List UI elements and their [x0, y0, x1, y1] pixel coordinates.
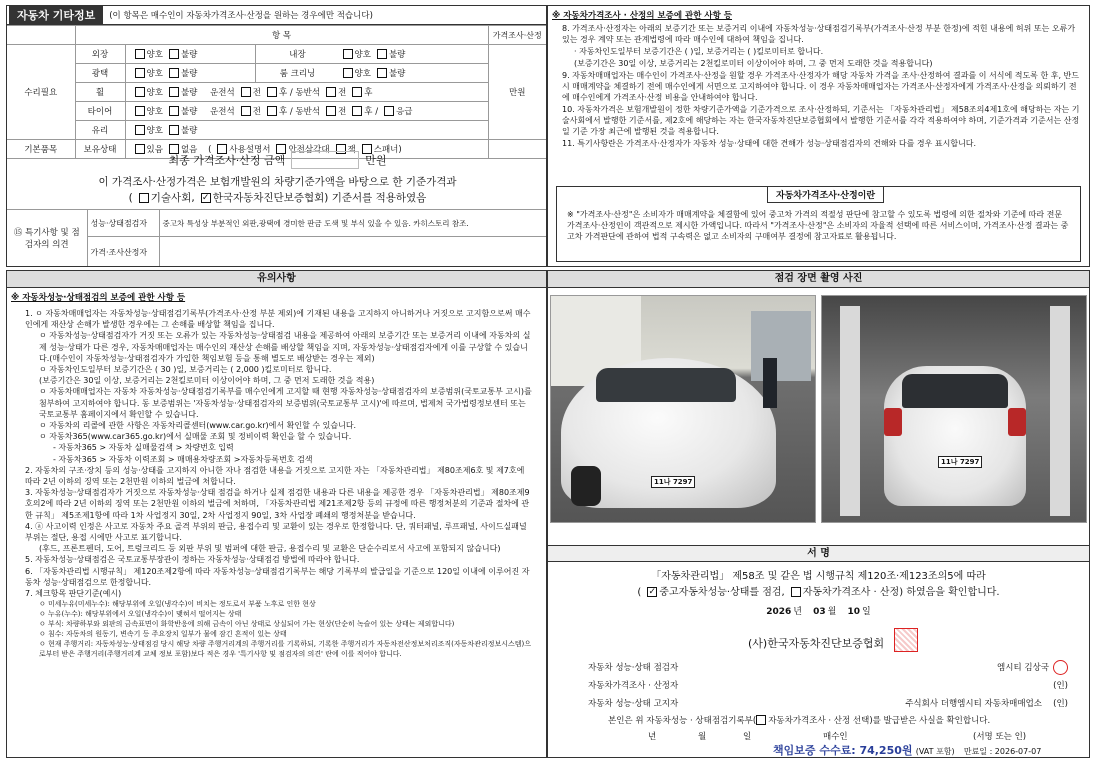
final-price-row: [7, 149, 547, 171]
bad-checkbox[interactable]: [377, 49, 387, 59]
row-label: 광택: [75, 64, 125, 83]
sign-org: (사)한국자동차진단보증협회: [748, 637, 885, 650]
association-checkbox[interactable]: [201, 193, 211, 203]
appraiser-label: 가격·조사산정자: [87, 237, 159, 268]
notes-title: 유의사항: [7, 271, 546, 288]
price-definition-text: ※ "가격조사·산정"은 소비자가 매매계약을 체결함에 있어 중고차 가격의 적절성 판단에 참고할 수 있도록 법령에 의한 절차와 기준에 따라 전문 가격조사·산정인이 객관적으로 제시한 가액입니다. 따라서 "가격조사·산정"은 소비자의 자율적 선택에 따른 서비스이며, 가격조사·산정 결과는 중고차 가격판단에 관하여 법적 구속력은 없고 소비자의 구매여부 결정에 참고자료로 활용됩니다.: [567, 210, 1069, 241]
rear-car-photo: [821, 295, 1087, 523]
list-item: ㅇ 자동차의 리콜에 관한 사항은 자동차리콜센터(www.car.go.kr)에서 확인할 수 있습니다.: [39, 421, 357, 431]
basic-item: 보유상태: [75, 140, 125, 159]
row-label: 외장: [75, 45, 125, 64]
final-price-input[interactable]: [291, 151, 359, 169]
price-warranty-heading: ※ 자동차가격조사 · 산정의 보증에 관한 사항 등: [552, 11, 733, 21]
sign-month: 03: [813, 607, 826, 617]
sign-line-1: 「자동차관리법」 제58조 및 같은 법 시행규칙 제120조·제123조의5에 따라: [651, 571, 986, 582]
signature-section: [547, 562, 1090, 758]
receipt-line: 본인은 위 자동차성능 · 상태점검기록부( 자동차가격조사 · 산정 선택)를 발급받은 사실을 확인합니다.: [608, 716, 991, 726]
notes-heading: ※ 자동차성능·상태점검의 보증에 관한 사항 등: [11, 293, 186, 303]
sign-title: 서 명: [548, 545, 1089, 562]
basic-label: 기본품목: [7, 140, 75, 159]
list-item: 7. 체크항목 판단기준(예시): [25, 589, 122, 599]
final-price-label: 최종 가격조사·산정 금액: [168, 154, 286, 167]
sign-day: 10: [847, 607, 861, 617]
signer-row: 자동차 성능·상태 고지자 주식회사 더행엠시티 자동차매매업소 (인): [588, 699, 1068, 709]
rear-checkbox[interactable]: [267, 87, 277, 97]
section-title: 자동차 기타정보: [9, 5, 103, 25]
sign-line-2: (✓ 중고자동차성능·상태를 점검, 자동차가격조사 · 산정) 하였음을 확인합니다.: [548, 583, 1089, 598]
inspector-stamp-icon: [1053, 660, 1068, 675]
list-item: ㅇ 누유(누수): 해당부위에서 오일(냉각수)이 맺혀서 떨어지는 상태: [39, 610, 242, 619]
repair-label: 수리필요: [7, 45, 75, 140]
appraiser-opinion: [159, 237, 547, 268]
section-note: (이 항목은 매수인이 자동차가격조사·산정을 원하는 경우에만 적습니다): [109, 11, 373, 21]
fee-row: [773, 742, 1041, 758]
price-unit: 만원: [488, 45, 546, 140]
good-checkbox[interactable]: [135, 68, 145, 78]
photos-title: 점검 장면 촬영 사진: [548, 271, 1089, 288]
association-seal-icon: [894, 628, 918, 652]
other-info-header: [7, 6, 546, 25]
repair-table: 항 목 가격조사·산정 수리필요 외장 양호 불량 내장 양호 불량 만원 광택 양호 불량 룸 크리닝 양호 불량 휠 양호 불량 운전석 전 후 / 동반석 전 후 타이어 양호 불량 운전석 전 후 / 동반석 전 후 / 응급 유리 양호 불량 기본품목 보유상태 있음 없음 ( 사용설명서 안전삼각대 잭 스패너): [7, 25, 546, 159]
expiry-date: 만료일 : 2026-07-07: [963, 747, 1042, 756]
buyer-row: 년 월 일 매수인 (서명 또는 인): [648, 732, 1027, 742]
good-checkbox[interactable]: [135, 49, 145, 59]
front-plate: 11나 7297: [651, 476, 695, 488]
list-item: 3. 자동차성능·상태점검자가 거짓으로 자동차성능·상태 점검을 하거나 실제 점검한 내용과 다른 내용을 제공한 경우 「자동차관리법」 제80조제9호의2에 따라 2년 이하의 징역 또는 2천만원 이하의 벌금에 처하며, 「자동차관리법 제21조제2항 등의 규정에 따른 행정처분의 기준과 절차에 관한 규칙」 제5조제1항에 따라 1차 사업정지 30일, 2차 사업정지 90일, 3차 사업장 폐쇄의 행정처분을 받습니다.: [25, 488, 530, 520]
list-item: ㅇ 자동차매매업자는 자동차 자동차성능·상태점검기록부를 매수인에게 고지할 때 현행 자동차성능·상태점검자의 보증범위(국토교통부 고시)를 첨부하여 고지하여야 합니다. 동 보증범위는 '자동차성능·상태점검자의 보증범위(국토교통부 고시)'에 따르며, 법제처 국가법령정보센터 또는 국토교통부 홈페이지에서 확인할 수 있습니다.: [39, 387, 532, 419]
list-item: 9. 자동차매매업자는 매수인이 가격조사·산정을 원할 경우 가격조사·산정자가 해당 자동차 가격을 조사·산정하여 결과를 이 서식에 적도록 한 후, 반드시 매매계약을 체결하기 전에 매수인에게 서면으로 고지하여야 합니다. 이 경우 자동차매매업자는 가격조사·산정자에게 가격조사·산정을 의뢰하기 전에 매수인에게 가격조사·산정 비용을 안내하여야 합니다.: [562, 71, 1079, 102]
list-item: (보증기간은 30일 이상, 보증거리는 2천킬로미터 이상이어야 하며, 그 중 먼저 도래한 것을 적용합니다): [574, 59, 933, 68]
emergency-checkbox[interactable]: [384, 106, 394, 116]
bad-checkbox[interactable]: [169, 125, 179, 135]
appraisal-checkbox[interactable]: [791, 587, 801, 597]
list-item: (후드, 프론트펜더, 도어, 트렁크리드 등 외판 부위 및 범퍼에 대한 판금, 용접수리 및 교환은 단순수리로서 사고에 포함되지 않습니다): [39, 544, 501, 554]
good-checkbox[interactable]: [135, 87, 145, 97]
basis-line-1: 이 가격조사·산정가격은 보험개발원의 차량기준가액을 바탕으로 한 기준가격과: [98, 176, 457, 188]
list-item: ㅇ 자동차365(www.car365.go.kr)에서 실매물 조회 및 정비이력 확인을 할 수 있습니다.: [39, 432, 352, 442]
list-item: 6. 「자동차관리법 시행규칙」 제120조제2항에 따라 자동차성능·상태점검기록부는 해당 기록부의 발급일을 기준으로 120일 이내에 이루어진 자동차 성능·상태점검으로 한정합니다.: [25, 566, 530, 587]
list-item: ㅇ 자동차인도일부터 보증기간은 ( 30 )일, 보증거리는 ( 2,000 )킬로미터로 합니다.: [39, 365, 332, 375]
receipt-appraisal-checkbox[interactable]: [756, 715, 766, 725]
other-info-section: [6, 5, 547, 267]
rear-plate: 11나 7297: [938, 456, 982, 468]
list-item: ㅇ 부식: 차량하부와 외판의 금속표면이 화학반응에 의해 금속이 아닌 상태로 상실되어 가는 현상(단순히 녹슬어 있는 상태는 제외합니다): [39, 620, 455, 629]
price-definition-box: [556, 186, 1081, 262]
fee-amount: 책임보증 수수료: 74,250원: [773, 744, 913, 757]
price-definition-title: 자동차가격조사·산정이란: [767, 186, 884, 203]
list-item: 4. ⓐ 사고이력 인정은 사고로 자동차 주요 골격 부위의 판금, 용접수리 및 교환이 있는 경우로 한정합니다. 단, 쿼터패널, 루프패널, 사이드실패널 부위는 절단, 용접 시에만 사고로 표기합니다.: [25, 521, 527, 543]
list-item: ㅇ 현재 주행거리: 자동차성능·상태점검 당시 해당 차량 주행거리계의 주행거리를 기록하되, 기록한 주행거리가 자동차전산정보처리조직(자동차관리정보시스템)으로부터 받은 주행거리(주행거리계 교체 정보 포함)보다 적은 경우 '특기사항 및 점검자의 의견' 란에 이를 적어야 합니다.: [39, 640, 532, 659]
list-item: ㅇ 미세누유(미세누수): 해당부위에 오일(냉각수)이 비치는 정도로서 부품 노후로 인한 현상: [39, 600, 316, 609]
price-warranty-list: [548, 23, 1089, 149]
list-item: · 자동차인도일부터 보증기간은 ( )일, 보증거리는 ( )킬로미터로 합니다.: [574, 47, 824, 56]
sign-date: 2026 년 03 월 10 일: [766, 607, 871, 617]
list-item: 10. 자동차가격은 보험개발원이 정한 차량기준가액을 기준가격으로 조사·산정하되, 기준서는 「자동차관리법」 제58조의4제1호에 해당하는 자는 기술사회에서 발행한 기준서를, 제2호에 해당하는 자는 한국자동차진단보증협회에서 발행한 기준서를 각각 적용하여야 하며, 기준가격과 기준서는 산정일 기준 가장 최근에 발행된 것을 적용합니다.: [562, 105, 1080, 136]
inspector-label: 성능·상태점검자: [87, 210, 159, 237]
fee-note: (VAT 포함): [915, 747, 955, 756]
good-checkbox[interactable]: [343, 49, 353, 59]
signer-row: 자동차 성능·상태 점검자 엠시티 김상국: [588, 658, 1068, 676]
bad-checkbox[interactable]: [169, 49, 179, 59]
opinion-label: ⑮ 특기사항 및 점검자의 의견: [7, 210, 87, 268]
list-item: 2. 자동차의 구조·장치 등의 성능·상태를 고지하지 아니한 자나 점검한 내용을 거짓으로 고지한 자는 「자동차관리법」 제80조제6호 및 제7호에 따라 2년 이하의 징역 또는 2천만원 이하의 벌금에 처합니다.: [25, 465, 525, 487]
good-checkbox[interactable]: [135, 106, 145, 116]
list-item: - 자동차365 > 자동차 이력조회 > 매매용차량조회 >자동차등록번호 검색: [53, 454, 313, 464]
front-checkbox[interactable]: [241, 87, 251, 97]
list-item: 1. ㅇ 자동차매매업자는 자동차성능·상태점검기록부(가격조사·산정 부분 제외)에 기재된 내용을 고지하지 아니하거나 거짓으로 고지함으로써 매수인에게 재산상 손해가 발생한 경우에는 그 손해를 배상할 책임을 집니다.: [25, 309, 531, 330]
bad-checkbox[interactable]: [169, 106, 179, 116]
bad-checkbox[interactable]: [169, 68, 179, 78]
row-label: 유리: [75, 121, 125, 140]
good-checkbox[interactable]: [135, 125, 145, 135]
front-checkbox[interactable]: [241, 106, 251, 116]
opinion-table: [7, 209, 547, 267]
engineer-society-checkbox[interactable]: [139, 193, 149, 203]
rear-checkbox[interactable]: [352, 87, 362, 97]
list-item: ㅇ 자동차성능·상태점검자가 거짓 또는 오류가 있는 자동차성능·상태점검 내용을 제공하여 아래의 보증기간 또는 보증거리 이내에 자동차의 실제 성능·상태가 다른 경우, 자동차매매업자는 매수인의 재산상 손해를 배상할 책임을 지며, 자동차성능·상태점검자에게 이를 구상할 수 있습니다.(매수인이 자동차성능·상태점검자가 가입한 책임보험 등을 통해 별도로 배상받는 경우는 제외): [39, 331, 531, 363]
col-price-header: 가격조사·산정: [488, 26, 546, 45]
row-label: 타이어: [75, 102, 125, 121]
inspection-checkbox[interactable]: [647, 587, 657, 597]
list-item: 8. 가격조사·산정자는 아래의 보증기간 또는 보증거리 이내에 자동차성능·상태점검기록부(가격조사·산정 부분 한정)에 적힌 내용에 허위 또는 오류가 있는 경우 계약 또는 관계법령에 따라 매수인에 대하여 책임을 집니다.: [562, 24, 1076, 44]
row-label-2: 룸 크리닝: [279, 69, 316, 79]
notes-section: [6, 270, 547, 758]
front-car-photo: [550, 295, 816, 523]
bad-checkbox[interactable]: [377, 68, 387, 78]
good-checkbox[interactable]: [343, 68, 353, 78]
front-checkbox[interactable]: [326, 106, 336, 116]
sign-year: 2026: [766, 607, 792, 617]
list-item: 5. 자동차성능·상태점검은 국토교통부장관이 정하는 자동차성능·상태점검 방법에 따라야 합니다.: [25, 555, 360, 565]
basis-line-2: ( 기술사회,✓ 한국자동차진단보증협회) 기준서를 적용하였음: [7, 190, 547, 205]
row-label: 휠: [75, 83, 125, 102]
notes-list: [7, 305, 546, 659]
row-label-2: 내장: [289, 50, 306, 60]
col-item-header: 항 목: [75, 26, 488, 45]
signer-row: 자동차가격조사 · 산정자 (인): [588, 681, 1068, 691]
rear-checkbox[interactable]: [267, 106, 277, 116]
inspector-opinion: 중고차 특성상 부분적인 외판,광택에 경미한 판금 도색 및 부식 있을 수 있음. 카히스토리 참조.: [159, 210, 547, 237]
rear-checkbox[interactable]: [352, 106, 362, 116]
bad-checkbox[interactable]: [169, 87, 179, 97]
front-checkbox[interactable]: [326, 87, 336, 97]
list-item: 11. 특기사항란은 가격조사·산정자가 자동차 성능·상태에 대한 견해가 성능·상태점검자의 견해와 다를 경우 표시합니다.: [562, 139, 977, 148]
final-price-unit: 만원: [365, 154, 387, 167]
price-warranty-section: [547, 5, 1090, 267]
signer-rows: [588, 658, 1068, 712]
photos-section: [547, 270, 1090, 562]
list-item: - 자동차365 > 자동차 실매물검색 > 차량번호 입력: [53, 443, 234, 453]
list-item: ㅇ 침수: 자동차의 원동기, 변속기 등 주요장치 일부가 물에 잠긴 흔적이 있는 상태: [39, 630, 287, 639]
list-item: (보증기간은 30일 이상, 보증거리는 2천킬로미터 이상이어야 하며, 그 중 먼저 도래한 것을 적용): [39, 376, 375, 386]
